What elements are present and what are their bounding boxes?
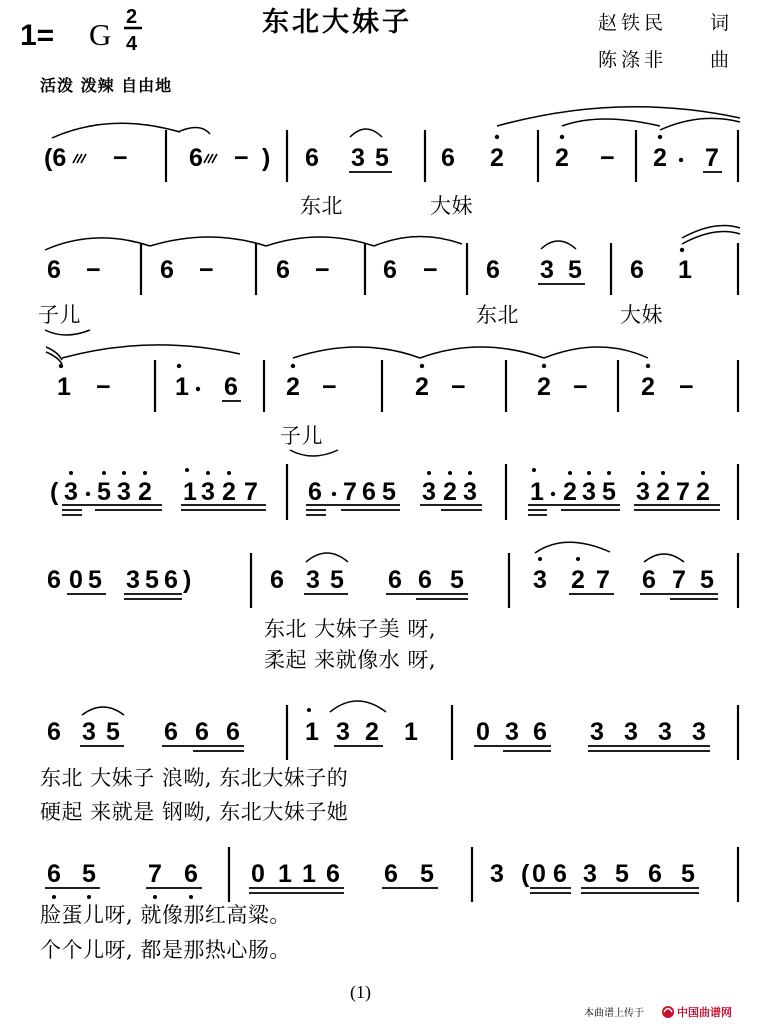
svg-text:3: 3 — [505, 718, 519, 746]
svg-text:2: 2 — [641, 373, 655, 401]
lyricist-name: 赵铁民 — [598, 12, 668, 34]
svg-text:5: 5 — [375, 144, 389, 172]
svg-text:6: 6 — [305, 144, 319, 172]
lyrics-line-6-verse-1: 东北 大妹子 浪呦, 东北大妹子的 — [40, 766, 349, 790]
lyrics-line-2-c: 大妹 — [620, 303, 663, 327]
svg-text:3: 3 — [463, 478, 477, 506]
lyrics-line-1-b: 大妹 — [430, 194, 473, 218]
svg-text:6: 6 — [533, 718, 547, 746]
svg-text:5: 5 — [450, 566, 464, 594]
svg-text:6: 6 — [195, 718, 209, 746]
svg-text:−: − — [423, 256, 438, 284]
svg-text:2: 2 — [656, 478, 670, 506]
lyrics-line-3-a: 子儿 — [280, 424, 323, 448]
svg-text:2: 2 — [571, 566, 585, 594]
svg-text:6: 6 — [308, 478, 322, 506]
svg-text:7: 7 — [148, 860, 162, 888]
svg-text:6: 6 — [164, 718, 178, 746]
svg-text:6: 6 — [226, 718, 240, 746]
svg-text:2: 2 — [222, 478, 236, 506]
svg-text:6: 6 — [224, 373, 238, 401]
svg-text:5: 5 — [97, 478, 111, 506]
lyrics-line-7-verse-2: 个个儿呀, 都是那热心肠。 — [40, 938, 291, 962]
time-signature-top: 2 — [126, 6, 138, 28]
key-note: G — [89, 17, 112, 52]
svg-text:5: 5 — [330, 566, 344, 594]
svg-text:6: 6 — [47, 860, 61, 888]
staff-line-6 — [40, 701, 738, 824]
svg-text:2: 2 — [138, 478, 152, 506]
lyrics-line-2-b: 东北 — [476, 303, 519, 327]
svg-text:(: ( — [521, 860, 530, 888]
svg-text:6: 6 — [553, 860, 567, 888]
svg-text:3: 3 — [117, 478, 131, 506]
svg-text:5: 5 — [602, 478, 616, 506]
key-prefix: 1= — [20, 19, 55, 52]
svg-text:6: 6 — [47, 566, 61, 594]
svg-text:2: 2 — [563, 478, 577, 506]
svg-text:5: 5 — [681, 860, 695, 888]
composer-name: 陈涤非 — [598, 49, 668, 71]
svg-text:2: 2 — [653, 144, 667, 172]
svg-text:3: 3 — [624, 718, 638, 746]
svg-text:3: 3 — [582, 478, 596, 506]
svg-text:2: 2 — [490, 144, 504, 172]
svg-text:1: 1 — [678, 256, 692, 284]
svg-text:7: 7 — [596, 566, 610, 594]
staff-line-3 — [46, 345, 738, 456]
svg-text:1: 1 — [302, 860, 316, 888]
staff-line-7 — [40, 847, 738, 962]
svg-text:2: 2 — [443, 478, 457, 506]
lyrics-line-5-verse-2: 柔起 来就像水 呀, — [264, 648, 437, 672]
svg-text:5: 5 — [700, 566, 714, 594]
svg-text:3: 3 — [422, 478, 436, 506]
svg-text:3: 3 — [82, 718, 96, 746]
upload-note: 本曲谱上传于 — [584, 1008, 644, 1019]
time-signature-bottom: 4 — [126, 33, 138, 55]
key-signature — [20, 17, 111, 52]
page-number: (1) — [350, 982, 371, 1002]
site-logo-icon — [662, 1006, 674, 1018]
svg-text:−: − — [322, 373, 337, 401]
svg-text:6: 6 — [276, 256, 290, 284]
svg-text:3: 3 — [692, 718, 706, 746]
lyricist-role: 词 — [710, 12, 734, 34]
lyrics-line-2-a: 子儿 — [38, 303, 81, 327]
svg-text:−: − — [451, 373, 466, 401]
svg-text:1: 1 — [305, 718, 319, 746]
svg-text:6: 6 — [160, 256, 174, 284]
svg-text:6: 6 — [47, 256, 61, 284]
svg-text:3: 3 — [351, 144, 365, 172]
svg-text:6: 6 — [388, 566, 402, 594]
svg-text:3: 3 — [583, 860, 597, 888]
svg-text:−: − — [600, 144, 615, 172]
svg-text:3: 3 — [336, 718, 350, 746]
svg-text:−: − — [113, 144, 128, 172]
svg-text:7: 7 — [705, 144, 719, 172]
tempo-marking: 活泼 泼辣 自由地 — [40, 76, 173, 95]
svg-text:6: 6 — [642, 566, 656, 594]
svg-text:0: 0 — [69, 566, 83, 594]
svg-text:6: 6 — [164, 566, 178, 594]
staff-line-4 — [50, 464, 738, 520]
composer-role: 曲 — [710, 49, 734, 71]
svg-text:6: 6 — [270, 566, 284, 594]
svg-text:1: 1 — [57, 373, 71, 401]
svg-text:3: 3 — [658, 718, 672, 746]
svg-text:3: 3 — [64, 478, 78, 506]
svg-text:5: 5 — [382, 478, 396, 506]
svg-text:6: 6 — [383, 256, 397, 284]
svg-text:6: 6 — [630, 256, 644, 284]
svg-text:5: 5 — [82, 860, 96, 888]
svg-text:2: 2 — [696, 478, 710, 506]
svg-text:6: 6 — [184, 860, 198, 888]
svg-text:): ) — [183, 566, 192, 594]
lyrics-line-1-a: 东北 — [300, 194, 343, 218]
svg-text:5: 5 — [88, 566, 102, 594]
svg-text:3: 3 — [540, 256, 554, 284]
song-title: 东北大妹子 — [262, 7, 412, 38]
svg-text:−: − — [679, 373, 694, 401]
svg-text:1: 1 — [175, 373, 189, 401]
svg-text:7: 7 — [676, 478, 690, 506]
svg-text:1: 1 — [183, 478, 197, 506]
staff-line-5 — [47, 542, 738, 672]
svg-text:−: − — [315, 256, 330, 284]
svg-text:6: 6 — [384, 860, 398, 888]
svg-text:5: 5 — [420, 860, 434, 888]
svg-text:6: 6 — [648, 860, 662, 888]
svg-text:5: 5 — [145, 566, 159, 594]
site-name: 中国曲谱网 — [677, 1006, 732, 1019]
svg-text:−: − — [234, 144, 249, 172]
svg-text:): ) — [262, 144, 271, 172]
svg-text:5: 5 — [106, 718, 120, 746]
svg-text:7: 7 — [672, 566, 686, 594]
lyrics-line-7-verse-1: 脸蛋儿呀, 就像那红高粱。 — [40, 903, 291, 927]
svg-text:0: 0 — [532, 860, 546, 888]
svg-text:1: 1 — [404, 718, 418, 746]
svg-text:3: 3 — [590, 718, 604, 746]
svg-text:1: 1 — [530, 478, 544, 506]
svg-text:3: 3 — [636, 478, 650, 506]
svg-text:2: 2 — [286, 373, 300, 401]
staff-line-2 — [38, 226, 740, 335]
svg-text:6: 6 — [326, 860, 340, 888]
svg-text:3: 3 — [126, 566, 140, 594]
svg-text:−: − — [86, 256, 101, 284]
svg-text:2: 2 — [555, 144, 569, 172]
svg-text:2: 2 — [365, 718, 379, 746]
time-signature — [124, 6, 142, 55]
svg-text:6: 6 — [486, 256, 500, 284]
svg-text:7: 7 — [343, 478, 357, 506]
svg-text:−: − — [573, 373, 588, 401]
svg-text:6: 6 — [47, 718, 61, 746]
lyrics-line-5-verse-1: 东北 大妹子美 呀, — [264, 617, 437, 641]
svg-text:0: 0 — [251, 860, 265, 888]
svg-text:1: 1 — [278, 860, 292, 888]
svg-text:3: 3 — [490, 860, 504, 888]
svg-text:6: 6 — [189, 144, 203, 172]
svg-text:−: − — [199, 256, 214, 284]
svg-text:(: ( — [50, 478, 59, 506]
svg-text:3: 3 — [533, 566, 547, 594]
svg-text:7: 7 — [244, 478, 258, 506]
svg-text:0: 0 — [476, 718, 490, 746]
svg-text:5: 5 — [568, 256, 582, 284]
svg-text:5: 5 — [615, 860, 629, 888]
svg-text:(6: (6 — [44, 144, 67, 172]
lyrics-line-6-verse-2: 硬起 来就是 钢呦, 东北大妹子她 — [40, 800, 349, 824]
svg-text:2: 2 — [415, 373, 429, 401]
svg-text:3: 3 — [201, 478, 215, 506]
svg-text:−: − — [96, 373, 111, 401]
svg-text:2: 2 — [537, 373, 551, 401]
svg-text:6: 6 — [362, 478, 376, 506]
staff-line-1 — [44, 107, 740, 218]
svg-text:6: 6 — [418, 566, 432, 594]
svg-text:6: 6 — [441, 144, 455, 172]
svg-text:3: 3 — [306, 566, 320, 594]
